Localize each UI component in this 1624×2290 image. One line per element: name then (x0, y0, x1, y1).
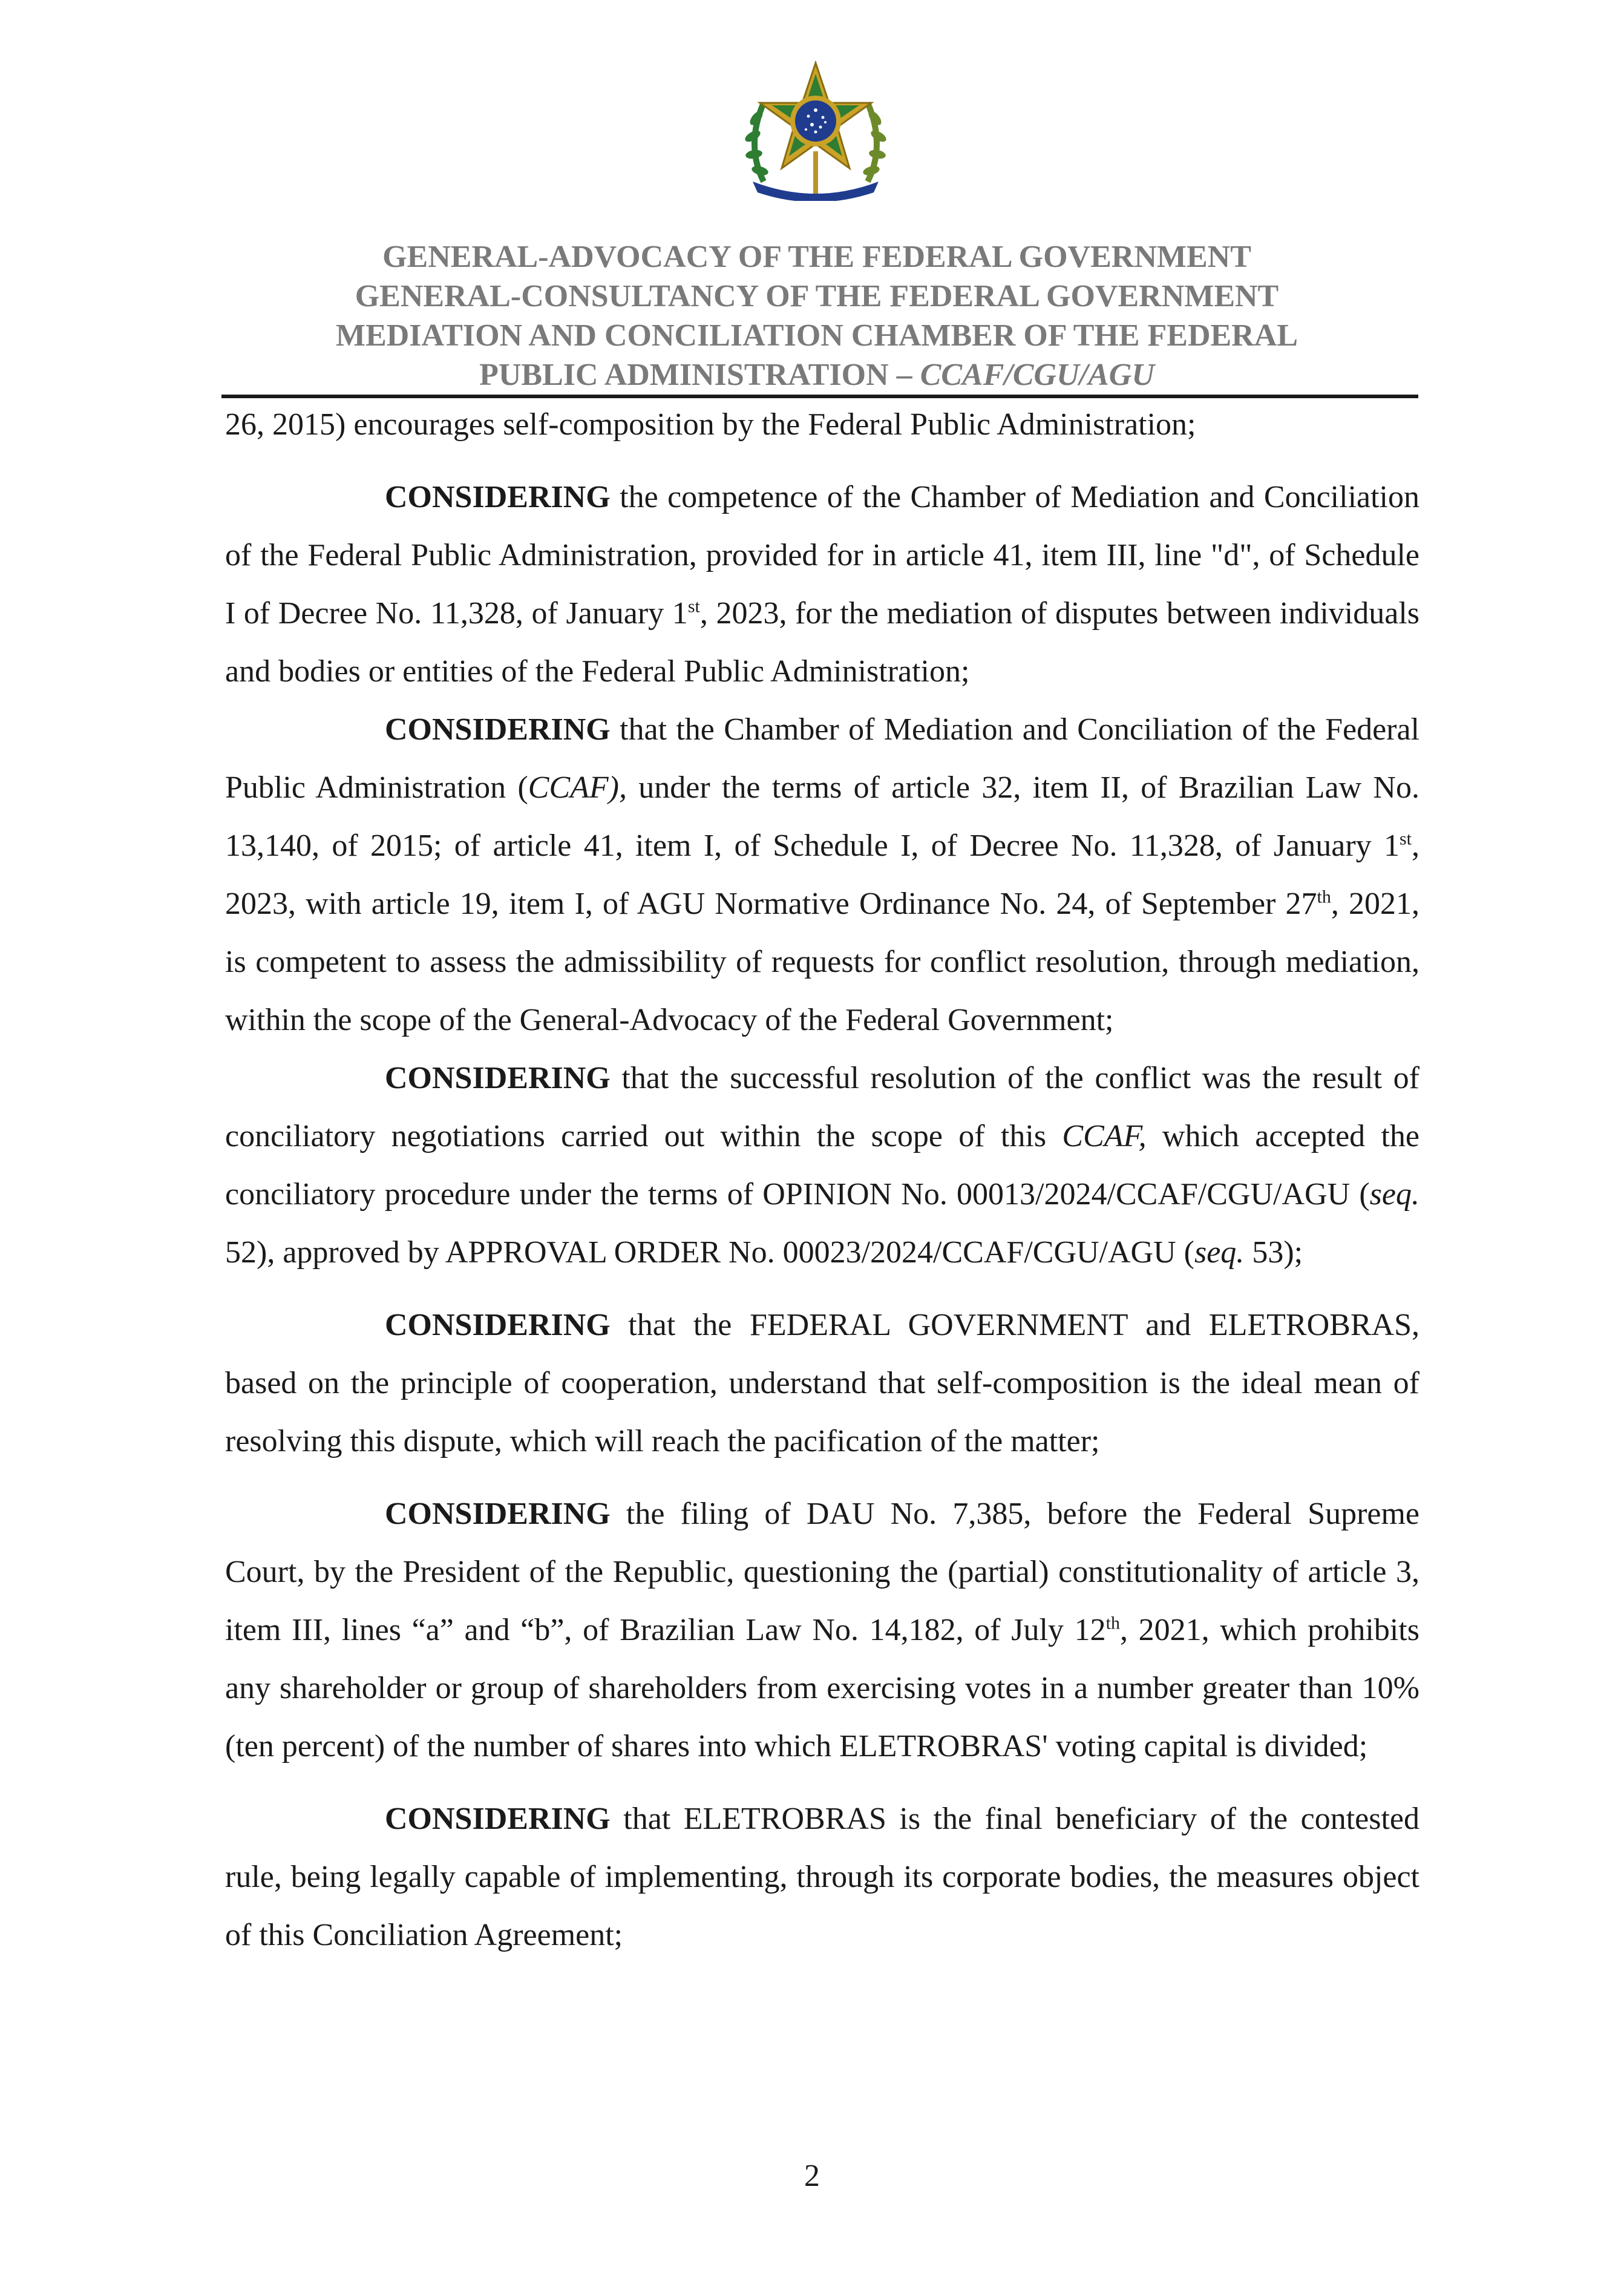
superscript: th (1317, 887, 1331, 907)
paragraph-text: that the Chamber of Mediation and Conciliation of the Federal Public Administration ( (225, 712, 1419, 805)
considering-keyword: CONSIDERING (385, 480, 611, 514)
superscript: th (1105, 1613, 1120, 1633)
paragraph-successful-resolution (225, 1049, 1419, 1282)
paragraph-text: , 2021, which prohibits any shareholder or group of shareholders from exercising votes in a number greater than 10% (ten percent) of the number of shares into which ELETROBRAS' voting capital is divided; (225, 1613, 1419, 1763)
considering-keyword: CONSIDERING (385, 1061, 611, 1095)
superscript: st (1399, 828, 1412, 849)
italic-text: seq. (1369, 1177, 1419, 1212)
paragraph-text: that ELETROBRAS is the final beneficiary of the contested rule, being legally capable of implementing, through its corporate bodies, the measures object of this Conciliation Agreement; (225, 1802, 1419, 1952)
italic-text: seq. (1194, 1235, 1245, 1270)
paragraph-text: , 2021, is competent to assess the admissibility of requests for conflict resolution, through mediation, within the scope of the General-Advocacy of the Federal Government; (225, 887, 1420, 1037)
paragraph-text: under the terms of article 32, item II, of Brazilian Law No. 13,140, of 2015; of article 41, item I, of Schedule I, of Decree No. 11,328, of January 1 (225, 770, 1419, 863)
superscript: st (687, 596, 700, 617)
paragraph-text: the competence of the Chamber of Mediation and Conciliation of the Federal Public Administration, provided for in article 41, item III, line "d", of Schedule I of Decree No. 11,328, of January 1 (225, 480, 1419, 631)
italic-text: CCAF), (528, 770, 627, 805)
document-header (224, 237, 1410, 395)
paragraph-text: that the successful resolution of the conflict was the result of conciliatory negotiations carried out within the scope of this (225, 1061, 1419, 1153)
paragraph-text: the filing of DAU No. 7,385, before the Federal Supreme Court, by the President of the Republic, questioning the (partial) constitutionality of article 3, item III, lines “a” and “b”, of Brazilian Law No. 14,182, of July 12 (225, 1497, 1419, 1647)
paragraph-text: which accepted the conciliatory procedure under the terms of OPINION No. 00013/2024/CCAF/CGU/AGU ( (225, 1119, 1419, 1212)
considering-keyword: CONSIDERING (385, 1802, 611, 1836)
header-line-4-acronym: CCAF/CGU/AGU (920, 358, 1154, 392)
paragraph-final-beneficiary (225, 1790, 1419, 1964)
considering-keyword: CONSIDERING (385, 1497, 611, 1531)
header-line-2: GENERAL-CONSULTANCY OF THE FEDERAL GOVERNMENT (355, 279, 1279, 313)
paragraph-text: that the FEDERAL GOVERNMENT and ELETROBRAS, based on the principle of cooperation, understand that self-composition is the ideal mean of resolving this dispute, which will reach the pacification of the matter; (225, 1308, 1419, 1458)
document-body (225, 396, 1419, 1964)
continuation-line: 26, 2015) encourages self-composition by the Federal Public Administration; (225, 407, 1196, 442)
considering-keyword: CONSIDERING (385, 1308, 611, 1342)
header-line-4-prefix: PUBLIC ADMINISTRATION – (479, 358, 920, 392)
considering-keyword: CONSIDERING (385, 712, 611, 747)
header-line-4 (224, 355, 1410, 395)
header-line-3: MEDIATION AND CONCILIATION CHAMBER OF THE FEDERAL (335, 318, 1298, 353)
italic-text: CCAF, (1062, 1119, 1147, 1153)
paragraph-text: 52), approved by APPROVAL ORDER No. 00023/2024/CCAF/CGU/AGU ( (225, 1235, 1194, 1270)
paragraph-ccaf-competent (225, 701, 1419, 1049)
header-line-1: GENERAL-ADVOCACY OF THE FEDERAL GOVERNMENT (382, 240, 1251, 274)
paragraph-text: , 2023, with article 19, item I, of AGU Normative Ordinance No. 24, of September 27 (225, 828, 1419, 921)
paragraph-text: , 2023, for the mediation of disputes between individuals and bodies or entities of the Federal Public Administration; (225, 596, 1419, 689)
coat-of-arms-seal (739, 61, 892, 201)
paragraph-dau-filing (225, 1485, 1419, 1776)
page-number: 2 (804, 2159, 820, 2193)
paragraph-competence (225, 468, 1419, 701)
paragraph-cooperation (225, 1296, 1419, 1471)
paragraph-text: 53); (1244, 1235, 1303, 1270)
